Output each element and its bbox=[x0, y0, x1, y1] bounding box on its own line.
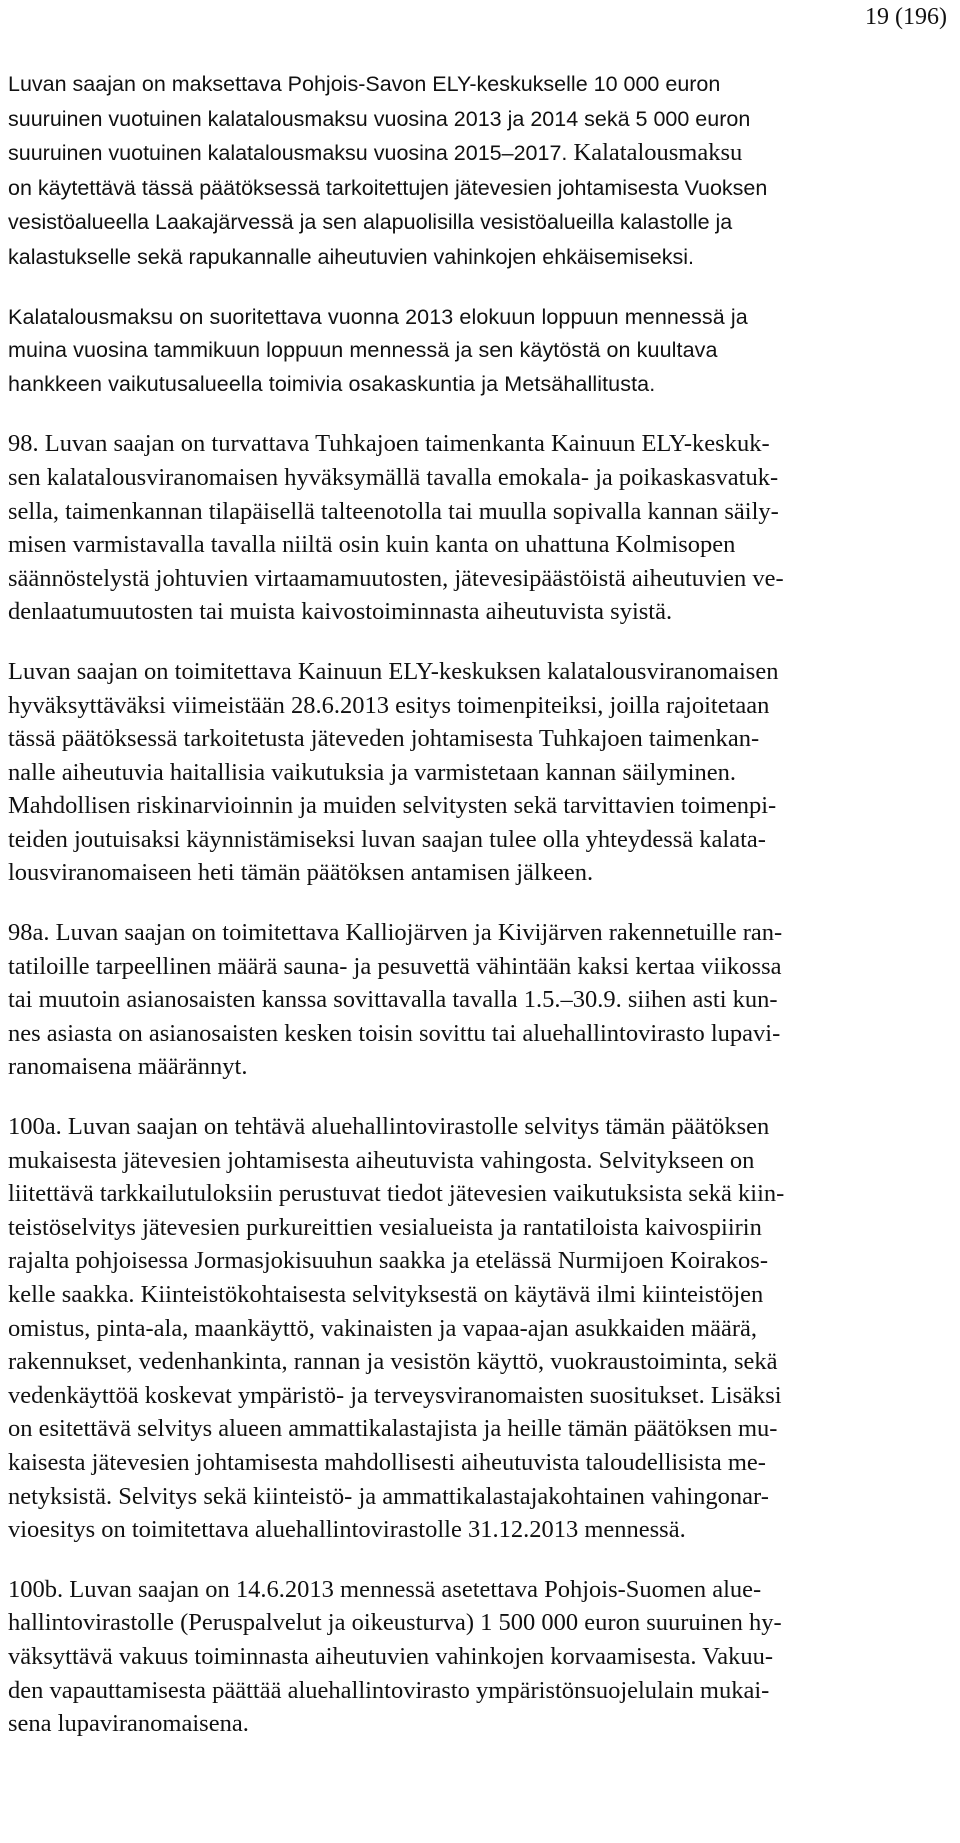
text-line: hallintovirastolle (Peruspalvelut ja oikeusturva) 1 500 000 euron suuruinen hy- bbox=[8, 1609, 782, 1637]
paragraph-kalatalousmaksu bbox=[8, 67, 952, 275]
text-line: 100a. Luvan saajan on tehtävä aluehallintovirastolle selvitys tämän päätöksen bbox=[8, 1113, 770, 1141]
text-line: 100b. Luvan saajan on 14.6.2013 mennessä asetettava Pohjois-Suomen alue- bbox=[8, 1575, 762, 1603]
text-line: nalle aiheutuvia haitallisia vaikutuksia ja varmistetaan kannan säilyminen. bbox=[8, 758, 736, 786]
text-line: lousviranomaiseen heti tämän päätöksen antamisen jälkeen. bbox=[8, 859, 594, 887]
text-line: hankkeen vaikutusalueella toimivia osakaskuntia ja Metsähallitusta. bbox=[8, 371, 656, 396]
text-line: on käytettävä tässä päätöksessä tarkoitettujen jätevesien johtamisesta Vuoksen bbox=[8, 175, 768, 200]
text-line: Kalatalousmaksu on suoritettava vuonna 2013 elokuun loppuun mennessä ja bbox=[8, 304, 748, 329]
text-line: kaisesta jätevesien johtamisesta mahdollisesti aiheutuvista taloudellisista me- bbox=[8, 1448, 766, 1476]
text-line: tai muutoin asianosaisten kanssa sovittavalla tavalla 1.5.–30.9. siihen asti kun- bbox=[8, 986, 778, 1014]
text-line: rajalta pohjoisessa Jormasjokisuuhun saakka ja etelässä Nurmijoen Koirakos- bbox=[8, 1247, 768, 1275]
text-line: Luvan saajan on toimitettava Kainuun ELY-keskuksen kalatalousviranomaisen bbox=[8, 657, 779, 685]
text-line: tatiloille tarpeellinen määrä sauna- ja pesuvettä vähintään kaksi kertaa viikossa bbox=[8, 952, 782, 980]
text-line: mukaisesta jätevesien johtamisesta aiheutuvista vahingosta. Selvitykseen on bbox=[8, 1146, 755, 1174]
page-number: 19 (196) bbox=[865, 4, 947, 30]
text-line: nes asiasta on asianosaisten kesken toisin sovittu tai aluehallintovirasto lupavi- bbox=[8, 1019, 781, 1047]
text-line: teistöselvitys jätevesien purkureittien vesialueista ja rantatiloista kaivospiirin bbox=[8, 1213, 762, 1241]
text-line: sena lupaviranomaisena. bbox=[8, 1710, 249, 1738]
text-line: säännöstelystä johtuvien virtaamamuutosten, jätevesipäästöistä aiheutuvien ve- bbox=[8, 564, 784, 592]
text-line: hyväksyttäväksi viimeistään 28.6.2013 esitys toimenpiteiksi, joilla rajoitetaan bbox=[8, 691, 770, 719]
paragraph-98 bbox=[8, 427, 952, 629]
text-line: tässä päätöksessä tarkoitetusta jäteveden johtamisesta Tuhkajoen taimenkan- bbox=[8, 725, 760, 753]
text-line: vioesitys on toimitettava aluehallintovirastolle 31.12.2013 mennessä. bbox=[8, 1516, 686, 1544]
text-line: den vapauttamisesta päättää aluehallintovirasto ympäristönsuojelulain mukai- bbox=[8, 1676, 770, 1704]
text-line: omistus, pinta-ala, maankäyttö, vakinaisten ja vapaa-ajan asukkaiden määrä, bbox=[8, 1314, 758, 1342]
text-line: suuruinen vuotuinen kalatalousmaksu vuosina 2015–2017. Kalatalousmaksu bbox=[8, 139, 743, 167]
text-line: vesistöalueella Laakajärvessä ja sen alapuolisilla vesistöalueilla kalastolle ja bbox=[8, 210, 733, 235]
text-line: liitettävä tarkkailutuloksiin perustuvat tiedot jätevesien vaikutuksista sekä kiin- bbox=[8, 1180, 785, 1208]
text-line: misen varmistavalla tavalla niiltä osin kuin kanta on uhattuna Kolmisopen bbox=[8, 531, 736, 559]
text-line: 98a. Luvan saajan on toimitettava Kalliojärven ja Kivijärven rakennetuille ran- bbox=[8, 919, 783, 947]
text-line: teiden joutuisaksi käynnistämiseksi luvan saajan tulee olla yhteydessä kalata- bbox=[8, 825, 766, 853]
text-line: kelle saakka. Kiinteistökohtaisesta selvityksestä on käytävä ilmi kiinteistöjen bbox=[8, 1281, 764, 1308]
text-line: rakennukset, vedenhankinta, rannan ja vesistön käyttö, vuokraustoiminta, sekä bbox=[8, 1348, 778, 1376]
paragraph-100a bbox=[8, 1110, 952, 1547]
text-line: kalastukselle sekä rapukannalle aiheutuvien vahinkojen ehkäisemiseksi. bbox=[8, 244, 695, 269]
text-line: on esitettävä selvitys alueen ammattikalastajista ja heille tämän päätöksen mu- bbox=[8, 1415, 778, 1443]
text-line: Luvan saajan on maksettava Pohjois-Savon ELY-keskukselle 10 000 euron bbox=[8, 72, 721, 96]
text-line: vedenkäyttöä koskevat ympäristö- ja terveysviranomaisten suositukset. Lisäksi bbox=[8, 1381, 782, 1409]
text-line: muina vuosina tammikuun loppuun mennessä ja sen käytöstä on kuultava bbox=[8, 338, 718, 363]
paragraph-98a bbox=[8, 916, 952, 1084]
paragraph-maksun-suoritus bbox=[8, 301, 952, 402]
text-line: sella, taimenkannan tilapäisellä talteenotolla tai muulla sopivalla kannan säily- bbox=[8, 497, 779, 525]
text-line: ranomaisena määrännyt. bbox=[8, 1053, 248, 1081]
document-body bbox=[8, 67, 952, 1767]
text-line: Mahdollisen riskinarvioinnin ja muiden selvitysten sekä tarvittavien toimenpi- bbox=[8, 792, 777, 820]
text-line: netyksistä. Selvitys sekä kiinteistö- ja ammattikalastajakohtainen vahingonar- bbox=[8, 1482, 769, 1510]
text-line: 98. Luvan saajan on turvattava Tuhkajoen taimenkanta Kainuun ELY-keskuk- bbox=[8, 430, 770, 458]
text-line: sen kalatalousviranomaisen hyväksymällä tavalla emokala- ja poikaskasvatuk- bbox=[8, 463, 779, 491]
text-line: denlaatumuutosten tai muista kaivostoiminnasta aiheutuvista syistä. bbox=[8, 598, 673, 626]
text-line: väksyttävä vakuus toiminnasta aiheutuvien vahinkojen korvaamisesta. Vakuu- bbox=[8, 1642, 773, 1670]
paragraph-100b bbox=[8, 1573, 952, 1741]
text-line: suuruinen vuotuinen kalatalousmaksu vuosina 2013 ja 2014 sekä 5 000 euron bbox=[8, 106, 751, 131]
paragraph-toimenpide-esitys bbox=[8, 655, 952, 890]
